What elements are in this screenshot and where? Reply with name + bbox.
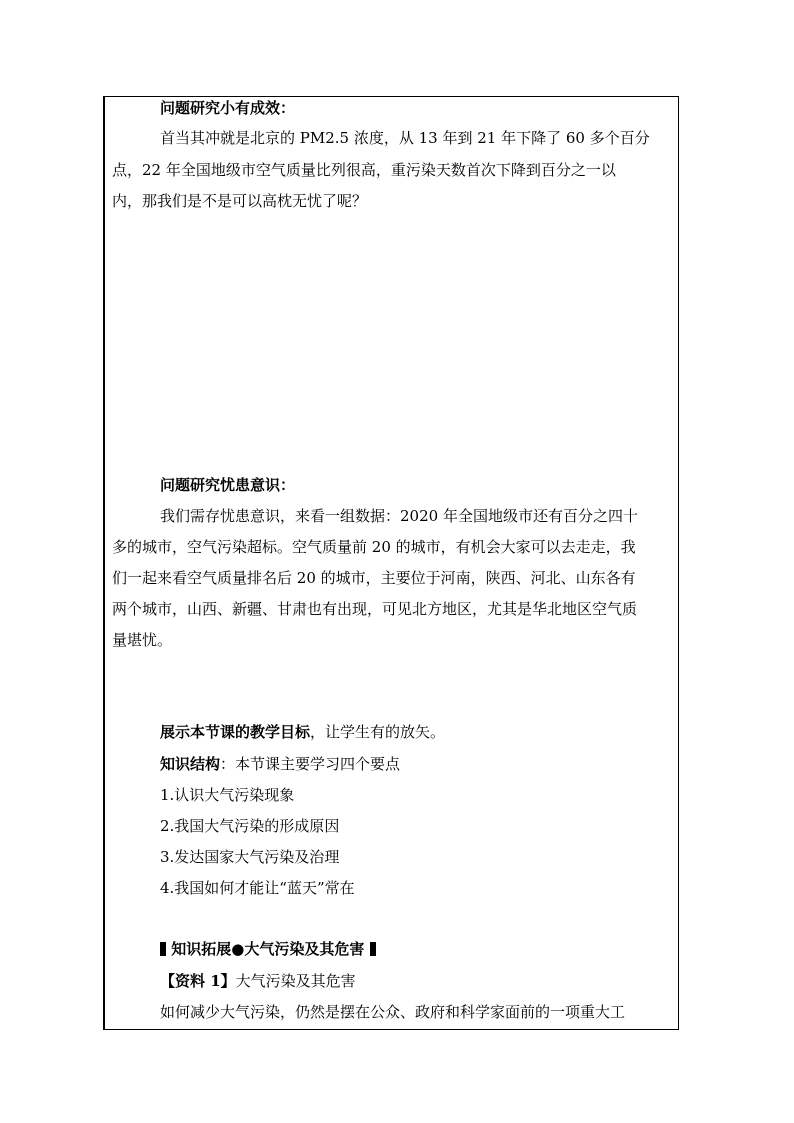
- left-block-marker-icon: [160, 942, 166, 956]
- paragraph-line: 点，22 年全国地级市空气质量比列很高，重污染天数首次下降到百分之一以: [112, 161, 616, 179]
- list-item: 3.发达国家大气污染及治理: [160, 848, 340, 866]
- list-item: 2.我国大气污染的形成原因: [160, 817, 340, 835]
- section-heading-progress: 问题研究小有成效：: [160, 99, 296, 117]
- paragraph-line: 如何减少大气污染，仍然是摆在公众、政府和科学家面前的一项重大工: [160, 1003, 626, 1021]
- table-left-border: [104, 97, 105, 1029]
- paragraph-line: 首当其冲就是北京的 PM2.5 浓度，从 13 年到 21 年下降了 60 多个百分: [160, 129, 650, 147]
- section-heading-concern: 问题研究忧患意识：: [160, 476, 296, 494]
- paragraph-line: 多的城市，空气污染超标。空气质量前 20 的城市，有机会大家可以去走走，我: [112, 538, 636, 556]
- paragraph-line: 内，那我们是不是可以高枕无忧了呢？: [112, 192, 368, 210]
- material-heading: [160, 971, 356, 991]
- knowledge-extension-title: [160, 939, 376, 959]
- teaching-goal-line: [160, 722, 445, 742]
- paragraph-line: 我们需存忧患意识，来看一组数据：2020 年全国地级市还有百分之四十: [160, 507, 638, 525]
- teaching-goal-text: ，让学生有的放矢。: [310, 723, 446, 741]
- paragraph-line: 两个城市，山西、新疆、甘肃也有出现，可见北方地区，尤其是华北地区空气质: [112, 600, 638, 618]
- knowledge-extension-title-text: 知识拓展●大气污染及其危害: [171, 940, 365, 958]
- paragraph-line: 们一起来看空气质量排名后 20 的城市，主要位于河南，陕西、河北、山东各有: [112, 569, 636, 587]
- material-title: 大气污染及其危害: [235, 972, 356, 990]
- paragraph-line: 量堪忧。: [112, 631, 173, 649]
- knowledge-structure-label: 知识结构: [160, 755, 221, 773]
- list-item: 4.我国如何才能让“蓝天”常在: [160, 879, 355, 897]
- right-block-marker-icon: [370, 942, 376, 956]
- material-label: 【资料 1】: [160, 972, 236, 990]
- knowledge-structure-text: ：本节课主要学习四个要点: [220, 755, 401, 773]
- teaching-goal-label: 展示本节课的教学目标: [160, 723, 311, 741]
- knowledge-structure-line: [160, 754, 400, 774]
- list-item: 1.认识大气污染现象: [160, 786, 295, 804]
